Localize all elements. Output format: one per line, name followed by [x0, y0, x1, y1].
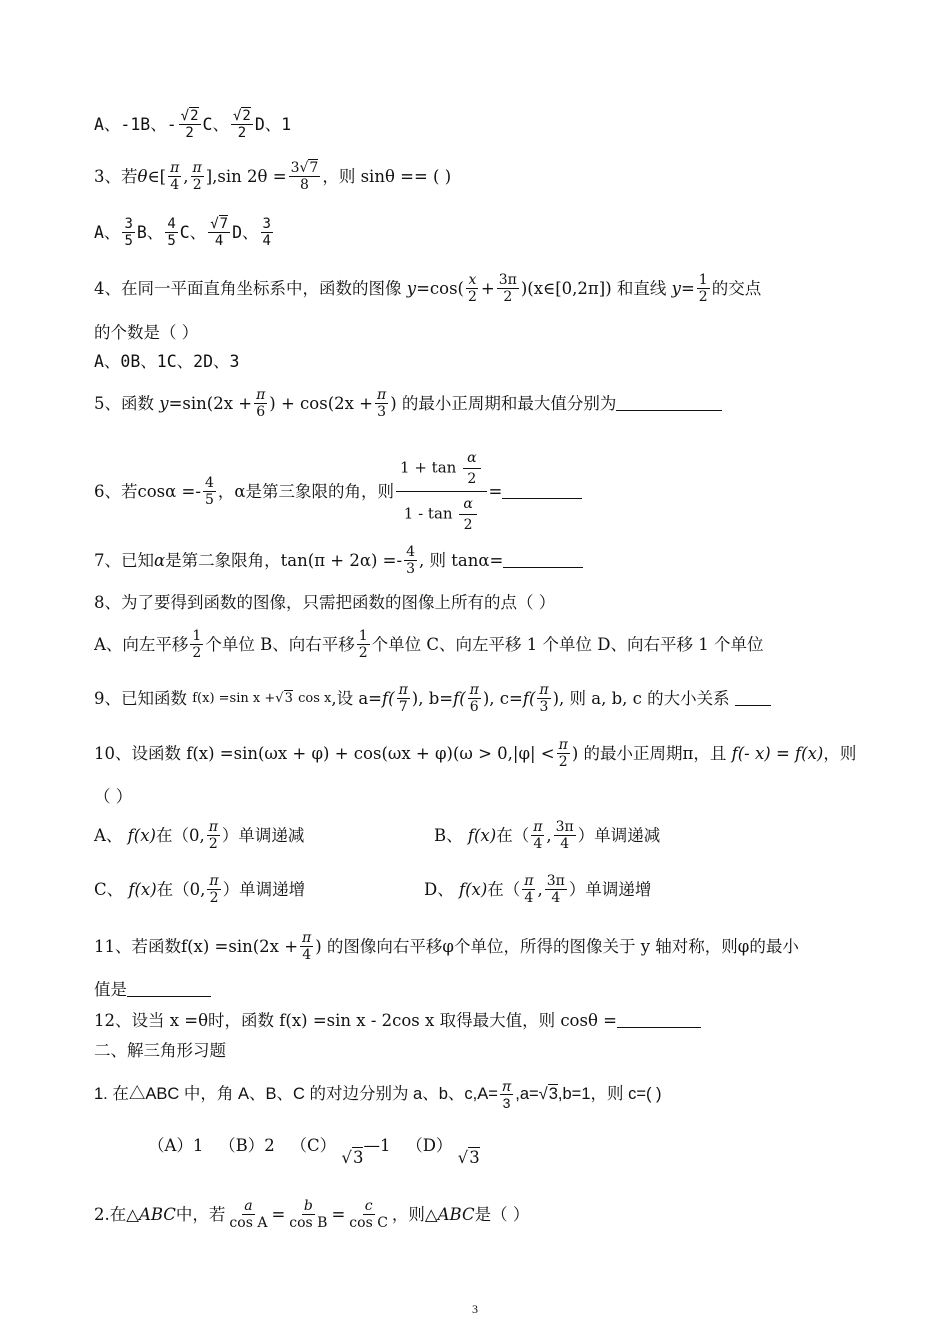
q2-option-c: C、: [202, 114, 229, 134]
q2-options: [94, 108, 890, 141]
answer-blank[interactable]: [617, 1013, 701, 1028]
question-10-cont: （ ）: [94, 787, 133, 806]
question-8: 8、为了要得到函数的图像，只需把函数的图像上所有的点（ ）: [94, 593, 556, 612]
q10-option-d: D、 f(x) 在（ $\frac{\pi}{4}$ , $\frac{3\pi}{4}$ ）单调递增: [424, 873, 652, 907]
q6-expression: 1 + tan $\frac{\alpha}{2}$ 1 - tan $\frac{\alpha}{2}$: [396, 446, 487, 537]
question-11-cont: 值是: [94, 980, 890, 1000]
answer-blank[interactable]: [735, 691, 771, 706]
question-12: 12、设当 x =θ时，函数 f(x) =sin x - 2cos x 取得最大值，则 cosθ =: [94, 1011, 890, 1031]
q8-options: A、向左平移 $\frac{1}{2}$ 个单位 B、向右平移 $\frac{1}{2}$ 个单位 C、向左平移 1 个单位 D、向右平移 1 个单位: [94, 628, 764, 662]
question-5: 5、函数 y =sin(2x + $\frac{\pi}{6}$ ) + cos(2x + $\frac{\pi}{3}$ ) 的最小正周期和最大值分别为: [94, 387, 890, 420]
q10-option-a: A、 f(x) 在（0, $\frac{\pi}{2}$ ）单调递减: [94, 819, 305, 853]
answer-blank[interactable]: [127, 982, 211, 997]
q10-option-c: C、 f(x) 在（0, $\frac{\pi}{2}$ ）单调递增: [94, 873, 306, 907]
section-2-title: 二、解三角形习题: [94, 1041, 226, 1060]
question-3: 3、若 θ ∈[ $\frac{\pi}{4}$ , $\frac{\pi}{2}$ ],sin 2θ = $\frac{3√7}{8}$ ，则 sinθ == ( ): [94, 160, 452, 194]
question-6: 6、若 cosα =- $\frac{4}{5}$ ，α是第三象限的角，则 1 + tan $\frac{\alpha}{2}$ 1 - tan $\frac{\alpha}{2}$ =: [94, 446, 890, 537]
question-4-cont: 的个数是（ ）: [94, 323, 199, 342]
q2-frac-b: $\frac{√2}{2}$: [180, 108, 199, 142]
q3-options: A、 $\frac{3}{5}$ B、 $\frac{4}{5}$ C、 $\frac{√7}{4}$ D、 $\frac{3}{4}$: [94, 216, 271, 250]
q10-option-b: B、 f(x) 在（ $\frac{\pi}{4}$ , $\frac{3\pi}{4}$ ）单调递减: [434, 819, 661, 853]
answer-blank[interactable]: [503, 553, 583, 568]
question-10: 10、设函数 f(x) =sin(ωx + φ) + cos(ωx + φ)(ω > 0,|φ| < $\frac{\pi}{2}$ ) 的最小正周期π，且 f(- x) = f(x) ，则: [94, 737, 857, 771]
q10-options-row2: [94, 873, 890, 906]
q10-options-row1: [94, 819, 890, 852]
answer-blank[interactable]: [616, 396, 722, 411]
question-11: 11、若函数 f(x) =sin(2x + $\frac{\pi}{4}$ ) 的图像向右平移φ个单位，所得的图像关于 y 轴对称，则φ的最小: [94, 930, 799, 964]
question-9: 9、已知函数 f(x) =sin x + √3 cos x , 设 a= f( $\frac{\pi}{7}$ ), b= f( $\frac{\pi}{6}$ ), c= f( $\frac{\pi}{3}$ ), 则 a, b, c 的大小关系: [94, 682, 890, 715]
question-4: 4、在同一平面直角坐标系中，函数的图像 y =cos( $\frac{x}{2}$ + $\frac{3\pi}{2}$ )(x∈[0,2π]) 和直线 y = $\frac{1}{2}$ 的交点: [94, 272, 762, 306]
q2-option-ab: A、-1B、-: [94, 114, 177, 134]
q2-frac-c: $\frac{√2}{2}$: [232, 108, 251, 142]
page-number: 3: [472, 1302, 478, 1316]
question-7: 7、已知 α 是第二象限角， tan(π + 2α) =- $\frac{4}{3}$ , 则 tanα=: [94, 544, 890, 577]
q4-options: A、0B、1C、2D、3: [94, 352, 240, 371]
triangle-question-2: 2.在△ ABC 中，若 $\frac{a}{\text{cos A}}$ = $\frac{b}{\text{cos B}}$ = $\frac{c}{\text{cos C}}$ ，则△ ABC 是（ ）: [94, 1198, 530, 1232]
q2-option-d: D、1: [254, 114, 292, 134]
triangle-question-1: 1. 在△ABC 中，角 A、B、C 的对边分别为 a、b、c,A= $\frac{\pi}{3}$ ,a= √3 ,b=1，则 c=( ): [94, 1078, 662, 1112]
answer-blank[interactable]: [502, 484, 582, 499]
triangle-question-1-options: （A）1 （B）2 （C） √3 —1 （D） √3: [148, 1136, 480, 1167]
